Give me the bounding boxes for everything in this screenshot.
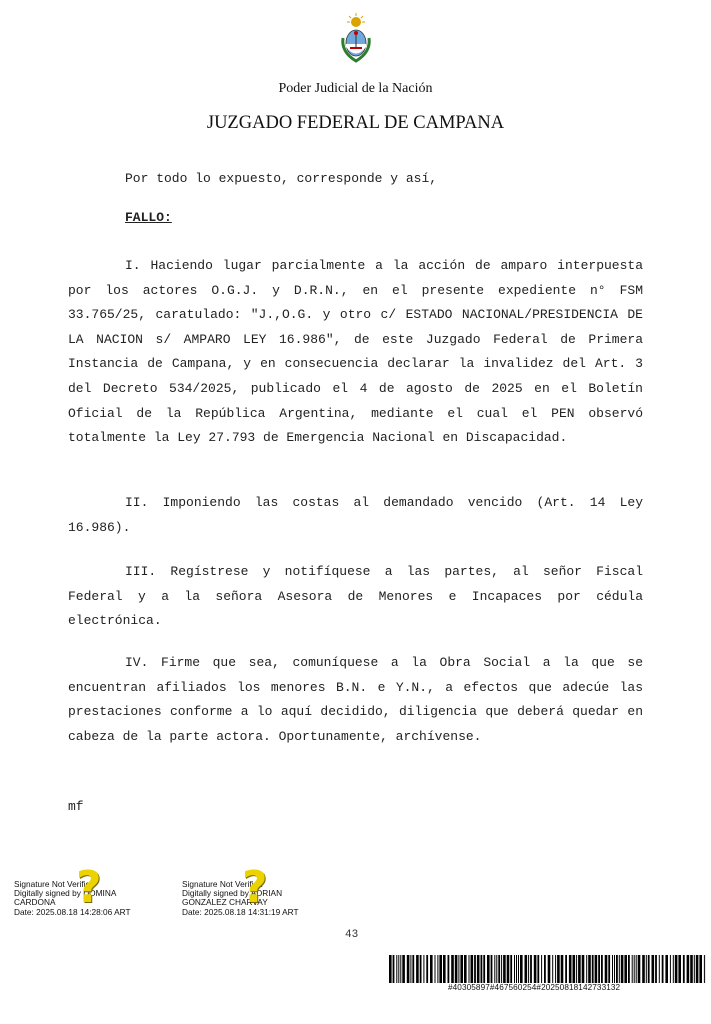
ruling-paragraph-3: III. Regístrese y notifíquese a las partes, al señor Fiscal Federal y a la señora Asesora de Menores e Incapaces por cédula electrónica. [68,564,643,629]
signature-status: Signature Not Verified [182,879,263,889]
signature-signer-cont: GONZALEZ CHARVAY [182,897,268,908]
barcode-number: #40305897#467560254#20250818142733132 [448,983,621,992]
page-number: 43 [345,929,359,941]
signature-signer: Digitally signed by DOMINA [14,888,117,899]
ruling-paragraph-2: II. Imponiendo las costas al demandado vencido (Art. 14 Ley 16.986). [68,495,643,535]
barcode [389,955,706,983]
signature-date: Date: 2025.08.18 14:31:19 ART [182,906,299,917]
ruling-heading [68,206,643,231]
national-coat-of-arms-icon [338,12,374,64]
signature-signer: Digitally signed by ADRIAN [182,888,283,899]
author-initials: mf [68,799,84,814]
question-mark-icon[interactable]: ? [76,862,102,913]
question-mark-icon[interactable]: ? [242,862,268,913]
intro-paragraph: Por todo lo expuesto, corresponde y así, [125,171,438,186]
signature-signer-cont: CARDONA [14,897,56,908]
signature-date: Date: 2025.08.18 14:28:06 ART [14,906,131,917]
ruling-heading-label: FALLO: [125,210,172,225]
institution-name: Poder Judicial de la Nación [278,81,433,96]
ruling-paragraph-1: I. Haciendo lugar parcialmente a la acción de amparo interpuesta por los actores O.G.J. y D.R.N., en el presente expediente n° FSM 33.765/25, caratulado: "J.,O.G. y otro c/ ESTADO NACIONAL/PRESIDENCIA DE LA NACION s/ AMPARO LEY 16.986", de este Juzgado Federal de Primera Instancia de Campana, y en consecuencia declarar la invalidez del Art. 3 del Decreto 534/2025, publicado el 4 de agosto de 2025 en el Boletín Oficial de la República Argentina, mediante el cual el PEN observó totalmente la Ley 27.793 de Emergencia Nacional en Discapacidad. [68,258,643,446]
ruling-paragraph-4: IV. Firme que sea, comuníquese a la Obra Social a la que se encuentran afiliados los menores B.N. e Y.N., a efectos que adecúe las prestaciones conforme a lo aquí decidido, diligencia que deberá quedar en cabeza de la parte actora. Oportunamente, archívense. [68,655,643,744]
signature-block-2[interactable] [182,880,357,917]
signature-status: Signature Not Verified [14,879,95,889]
court-name: JUZGADO FEDERAL DE CAMPANA [206,113,505,133]
